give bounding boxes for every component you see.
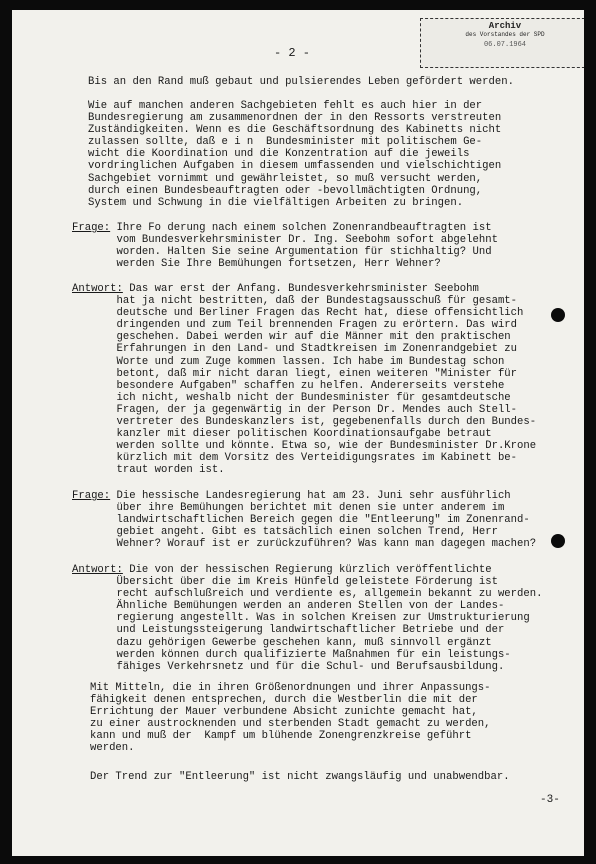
question-label: Frage: [72,490,111,502]
question-text: Ihre Fo derung nach einem solchen Zonenrandbeauftragten ist vom Bundesverkehrsminister Dr. Ing. Seebohm sofort abgelehnt worden. Halten Sie seine Argumentation für stichhaltig? Und werden Sie Ihre Bemühungen fortsetzen, Herr Wehner? [116,222,498,271]
document-page [12,10,584,856]
page-number: - 2 - [274,46,311,60]
question-2 [72,490,584,550]
paragraph-coordination: Wie auf manchen anderen Sachgebieten fehlt es auch hier in der Bundesregierung am zusammenordnen der in den Ressorts verstreuten Zuständigkeiten. Wenn es die Geschäftsordnung des Kabinetts nicht zulassen sollte, daß e i n Bundesminister mit politischem Ge- wicht die Koordination und die Konzentration auf die jeweils vordringlichen Aufgaben in diesem umfassenden und vielschichtigen Sachgebiet vornimmt und gewährleistet, so muß versucht werden, durch einen Bundesbeauftragten oder -bevollmächtigten Ordnung, System und Schwung in die vielfältigen Arbeiten zu bringen. [88,100,502,209]
paragraph-intro: Bis an den Rand muß gebaut und pulsierendes Leben gefördert werden. [88,76,514,88]
answer-text: Das war erst der Anfang. Bundesverkehrsminister Seebohm hat ja nicht bestritten, daß der Bundestagsausschuß für gesamt- deutsche und Berliner Fragen das Recht hat, diese offensichtlich dringenden und zum Teil brennenden Fragen zu erörtern. Das wird geschehen. Dabei werden wir auf die Männer mit den praktischen Erfahrungen in den Land- und Stadtkreisen im Zonenrandgebiet zu Worte und zum Zuge kommen lassen. Ich habe im Bundestag schon betont, daß mir nicht daran liegt, einen weiteren "Minister für besondere Aufgaben" schaffen zu helfen. Andererseits verstehe ich nicht, weshalb nicht der Bundesminister für gesamtdeutsche Fragen, der ja gegenwärtig in der Person Dr. Mendes auch Stell- vertreter des Bundeskanzlers ist, gegebenenfalls durch den Bundes- kanzler mit dieser politischen Koordinationsaufgabe betraut werden sollte und könnte. Etwa so, wie der Bundesminister Dr.Krone kürzlich mit dem Vorsitz des Verteidigungsrates im Kabinett be- traut worden ist. [116,283,537,477]
punch-hole [551,308,565,322]
stamp-title: Archiv [488,21,522,31]
paragraph-closing: Mit Mitteln, die in ihren Größenordnungen und ihrer Anpassungs- fähigkeit denen entsprechen, durch die Westberlin die mit der Errichtung der Mauer verbundene Absicht zunichte gemacht hat, zu einer austrocknenden und sterbenden Stadt gemacht zu werden, kann und muß der Kampf um blühende Zonengrenzkreise geführt werden. [90,682,491,755]
stamp-date: 06.07.1964 [483,41,526,49]
question-1 [72,222,584,270]
question-text: Die hessische Landesregierung hat am 23. Juni sehr ausführlich über ihre Bemühungen berichtet mit denen sie unter anderem im landwirtschaftlichen Bereich gegen die "Entleerung" im Zonenrand- gebiet angeht. Gibt es tatsächlich einen solchen Trend, Herr Wehner? Worauf ist er zurückzuführen? Was kann man dagegen machen? [116,490,537,551]
answer-text: Die von der hessischen Regierung kürzlich veröffentlichte Übersicht über die im Kreis Hünfeld geleistete Förderung ist recht aufschlußreich und verdiente es, allgemein bekannt zu werden. Ähnliche Bemühungen werden an anderen Stellen von der Landes- regierung angestellt. Was in solchen Kreisen zur Umstrukturierung und Leistungssteigerung landwirtschaftlicher Betriebe und der dazu gehörigen Gewerbe geschehen kann, muß sinnvoll ergänzt werden können durch qualifizierte Maßnahmen für ein leistungs- fähiges Verkehrsnetz und für die Schul- und Berufsausbildung. [116,564,543,673]
answer-2 [72,564,584,673]
punch-hole [551,534,565,548]
stamp-text: des Vorstandes der SPD [465,31,545,38]
question-label: Frage: [72,222,111,234]
next-page-marker: -3- [540,794,560,806]
archive-stamp [420,18,584,68]
answer-label: Antwort: [72,283,123,295]
answer-label: Antwort: [72,564,123,576]
paragraph-trend: Der Trend zur "Entleerung" ist nicht zwangsläufig und unabwendbar. [90,771,510,783]
answer-1 [72,283,584,477]
